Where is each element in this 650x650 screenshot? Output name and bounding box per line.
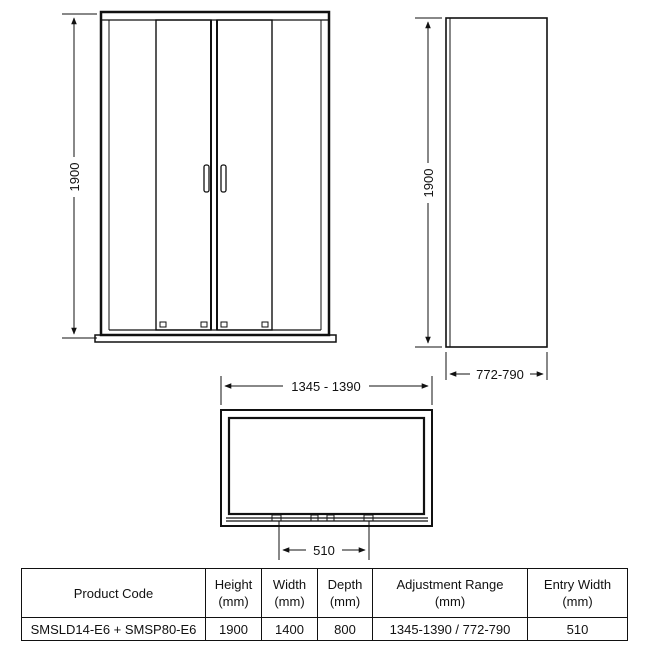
plan-entry-label: 510 — [313, 543, 335, 558]
header-adjustment-range: Adjustment Range (mm) — [373, 569, 528, 618]
right-door-panel — [217, 20, 272, 330]
plan-view — [221, 410, 432, 526]
cell-product-code: SMSLD14-E6 + SMSP80-E6 — [22, 618, 206, 641]
right-door-handle — [221, 165, 226, 192]
front-elevation — [95, 12, 336, 342]
front-height-label: 1900 — [67, 162, 82, 192]
plan-outer-frame — [221, 410, 432, 526]
specs-header-row — [22, 569, 628, 618]
side-panel — [446, 18, 547, 347]
header-height: Height (mm) — [206, 569, 262, 618]
left-door-handle — [204, 165, 209, 192]
cell-entry-width: 510 — [528, 618, 628, 641]
side-depth-dimension — [446, 352, 547, 382]
plan-width-label: 1345 - 1390 — [291, 379, 361, 394]
front-height-dimension — [62, 14, 97, 338]
cell-height: 1900 — [206, 618, 262, 641]
header-depth: Depth (mm) — [318, 569, 373, 618]
plan-width-dimension — [221, 376, 432, 405]
front-frame — [101, 12, 329, 335]
table-row — [22, 618, 628, 641]
side-depth-label: 772-790 — [476, 367, 524, 382]
cell-depth: 800 — [318, 618, 373, 641]
header-width: Width (mm) — [262, 569, 318, 618]
header-product-code: Product Code — [22, 569, 206, 618]
side-height-dimension — [415, 18, 442, 347]
cell-adjustment-range: 1345-1390 / 772-790 — [373, 618, 528, 641]
header-entry-width: Entry Width (mm) — [528, 569, 628, 618]
side-height-label: 1900 — [421, 168, 436, 198]
left-door-panel — [156, 20, 211, 330]
plan-tray-inner — [229, 418, 424, 514]
specs-table — [21, 568, 628, 641]
side-elevation — [446, 18, 547, 347]
cell-width: 1400 — [262, 618, 318, 641]
